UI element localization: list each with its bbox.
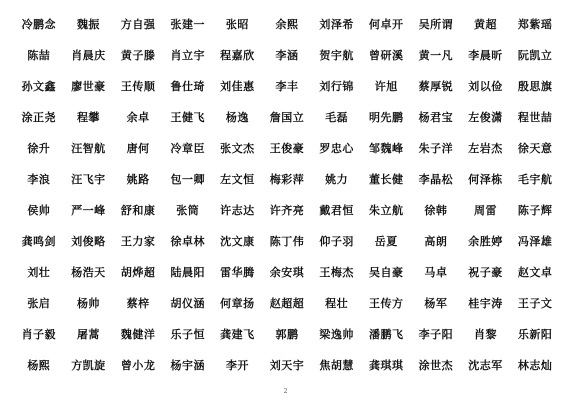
name-cell: 徐天意 (517, 141, 553, 155)
name-cell: 王健飞 (170, 110, 205, 124)
name-cell: 肖立宇 (170, 48, 205, 62)
name-cell: 郑紫瑶 (517, 17, 553, 31)
name-cell: 詹国立 (269, 110, 305, 124)
name-cell: 张启 (27, 296, 51, 310)
name-cell: 刘壮 (27, 265, 51, 279)
name-cell: 杨熙 (27, 358, 51, 372)
name-cell: 戴君恒 (319, 203, 354, 217)
name-cell: 刘泽希 (319, 17, 354, 31)
name-cell: 龚琪琪 (369, 358, 404, 372)
name-cell: 刘俊略 (71, 234, 106, 248)
page-number: 2 (283, 388, 288, 395)
name-cell: 刘天宇 (269, 358, 305, 372)
name-cell: 余胜婷 (468, 234, 503, 248)
name-cell: 曾小龙 (120, 358, 156, 372)
name-cell: 徐卓林 (170, 234, 205, 248)
name-cell: 陈子辉 (517, 203, 553, 217)
name-cell: 何卓开 (369, 17, 404, 31)
name-cell: 祝子豪 (468, 265, 503, 279)
name-cell: 肖晨庆 (71, 48, 106, 62)
name-cell: 胡仪涵 (170, 296, 205, 310)
name-cell: 左文恒 (220, 172, 255, 186)
name-cell: 何泽栋 (468, 172, 503, 186)
name-cell: 许志达 (220, 203, 255, 217)
name-cell: 汪智航 (71, 141, 106, 155)
name-cell: 李丰 (275, 79, 299, 93)
name-cell: 王传方 (369, 296, 404, 310)
name-cell: 阮凯立 (517, 48, 553, 62)
name-cell: 郭鹏 (275, 327, 299, 341)
name-cell: 李涵 (275, 48, 299, 62)
name-cell: 张筒 (176, 203, 200, 217)
name-cell: 方凯旋 (71, 358, 106, 372)
name-cell: 吴自豪 (369, 265, 404, 279)
name-cell: 程嘉欣 (220, 48, 255, 62)
name-cell: 周雷 (474, 203, 498, 217)
name-cell: 汪飞宇 (71, 172, 106, 186)
name-cell: 吴所谓 (418, 17, 454, 31)
name-cell: 杨帅 (76, 296, 100, 310)
name-cell: 潘鹏飞 (369, 327, 404, 341)
name-cell: 杨军 (424, 296, 448, 310)
name-cell: 陆晨阳 (170, 265, 205, 279)
name-cell: 殷思旗 (517, 79, 553, 93)
name-cell: 李子阳 (418, 327, 454, 341)
name-cell: 程世喆 (517, 110, 553, 124)
name-cell: 贺宇航 (319, 48, 354, 62)
name-cell: 舒和康 (120, 203, 156, 217)
name-cell: 黄子滕 (120, 48, 156, 62)
name-cell: 曾研溪 (369, 48, 404, 62)
name-cell: 杨宇涵 (170, 358, 205, 372)
name-cell: 李开 (225, 358, 249, 372)
name-cell: 孙文鑫 (21, 79, 57, 93)
name-cell: 李晶松 (418, 172, 454, 186)
name-cell: 毛宇航 (517, 172, 553, 186)
name-cell: 涂世杰 (418, 358, 454, 372)
name-cell: 刘行锦 (319, 79, 354, 93)
name-cell: 余安琪 (269, 265, 305, 279)
name-cell: 王梅杰 (319, 265, 354, 279)
name-cell: 徐韩 (424, 203, 448, 217)
name-cell: 蔡厚锐 (418, 79, 454, 93)
name-cell: 唐何 (126, 141, 150, 155)
name-cell: 罗忠心 (319, 141, 354, 155)
name-cell: 肖黎 (474, 327, 498, 341)
name-cell: 鲁仕琦 (170, 79, 205, 93)
name-cell: 陈喆 (27, 48, 51, 62)
name-cell: 朱立航 (369, 203, 404, 217)
name-cell: 梅彩萍 (269, 172, 305, 186)
name-cell: 王传顺 (120, 79, 156, 93)
name-cell: 沈文康 (220, 234, 255, 248)
name-cell: 涂正尧 (21, 110, 57, 124)
name-cell: 左岩杰 (468, 141, 503, 155)
name-cell: 马卓 (424, 265, 448, 279)
name-cell: 梁逸帅 (319, 327, 354, 341)
name-cell: 张昭 (225, 17, 249, 31)
name-cell: 冯泽雄 (517, 234, 553, 248)
name-cell: 方自强 (120, 17, 156, 31)
name-cell: 明先鹏 (369, 110, 404, 124)
name-cell: 程攀 (76, 110, 100, 124)
name-cell: 姚力 (325, 172, 349, 186)
name-grid (14, 8, 560, 380)
name-cell: 左俊潇 (468, 110, 503, 124)
name-cell: 龚建飞 (220, 327, 255, 341)
name-cell: 冷鹏念 (21, 17, 57, 31)
name-cell: 徐升 (27, 141, 51, 155)
name-cell: 仰子羽 (319, 234, 354, 248)
name-cell: 黄超 (474, 17, 498, 31)
name-cell: 雷华腾 (220, 265, 255, 279)
name-cell: 冷章臣 (170, 141, 205, 155)
name-cell: 乐子恒 (170, 327, 205, 341)
name-cell: 林志灿 (517, 358, 553, 372)
name-cell: 桂宇涛 (468, 296, 503, 310)
name-cell: 王力家 (120, 234, 156, 248)
name-cell: 毛磊 (325, 110, 349, 124)
name-cell: 刘佳惠 (220, 79, 255, 93)
name-cell: 张文杰 (220, 141, 255, 155)
name-cell: 刘以俭 (468, 79, 503, 93)
name-cell: 姚路 (126, 172, 150, 186)
name-cell: 杨逸 (225, 110, 249, 124)
name-cell: 魏健洋 (120, 327, 156, 341)
name-cell: 张建一 (170, 17, 205, 31)
name-cell: 高朗 (424, 234, 448, 248)
name-cell: 廖世豪 (71, 79, 106, 93)
name-cell: 朱子洋 (418, 141, 454, 155)
name-cell: 胡烨超 (120, 265, 156, 279)
name-cell: 黄一凡 (418, 48, 454, 62)
name-cell: 王俊豪 (269, 141, 305, 155)
name-cell: 许旭 (374, 79, 398, 93)
name-cell: 赵文卓 (517, 265, 553, 279)
name-cell: 乐新阳 (517, 327, 553, 341)
name-cell: 何章扬 (220, 296, 255, 310)
name-cell: 程壮 (325, 296, 349, 310)
name-cell: 李浪 (27, 172, 51, 186)
name-cell: 屠蒿 (76, 327, 100, 341)
name-cell: 陈丁伟 (269, 234, 305, 248)
name-cell: 余熙 (275, 17, 299, 31)
name-cell: 邹魏峰 (369, 141, 404, 155)
name-cell: 许齐亮 (269, 203, 305, 217)
name-cell: 沈志军 (468, 358, 503, 372)
name-cell: 李晨昕 (468, 48, 503, 62)
name-cell: 董长健 (369, 172, 404, 186)
name-cell: 肖子毅 (21, 327, 57, 341)
name-cell: 魏振 (76, 17, 100, 31)
name-cell: 余卓 (126, 110, 150, 124)
name-cell: 侯帅 (27, 203, 51, 217)
name-cell: 焦胡慧 (319, 358, 354, 372)
name-cell: 杨浩天 (71, 265, 106, 279)
name-cell: 严一峰 (71, 203, 106, 217)
name-cell: 包一卿 (170, 172, 205, 186)
name-cell: 蔡梓 (126, 296, 150, 310)
name-cell: 杨君宝 (418, 110, 454, 124)
name-cell: 赵超超 (269, 296, 305, 310)
name-cell: 龚鸣剑 (21, 234, 57, 248)
name-cell: 王子文 (517, 296, 553, 310)
name-cell: 岳夏 (374, 234, 398, 248)
